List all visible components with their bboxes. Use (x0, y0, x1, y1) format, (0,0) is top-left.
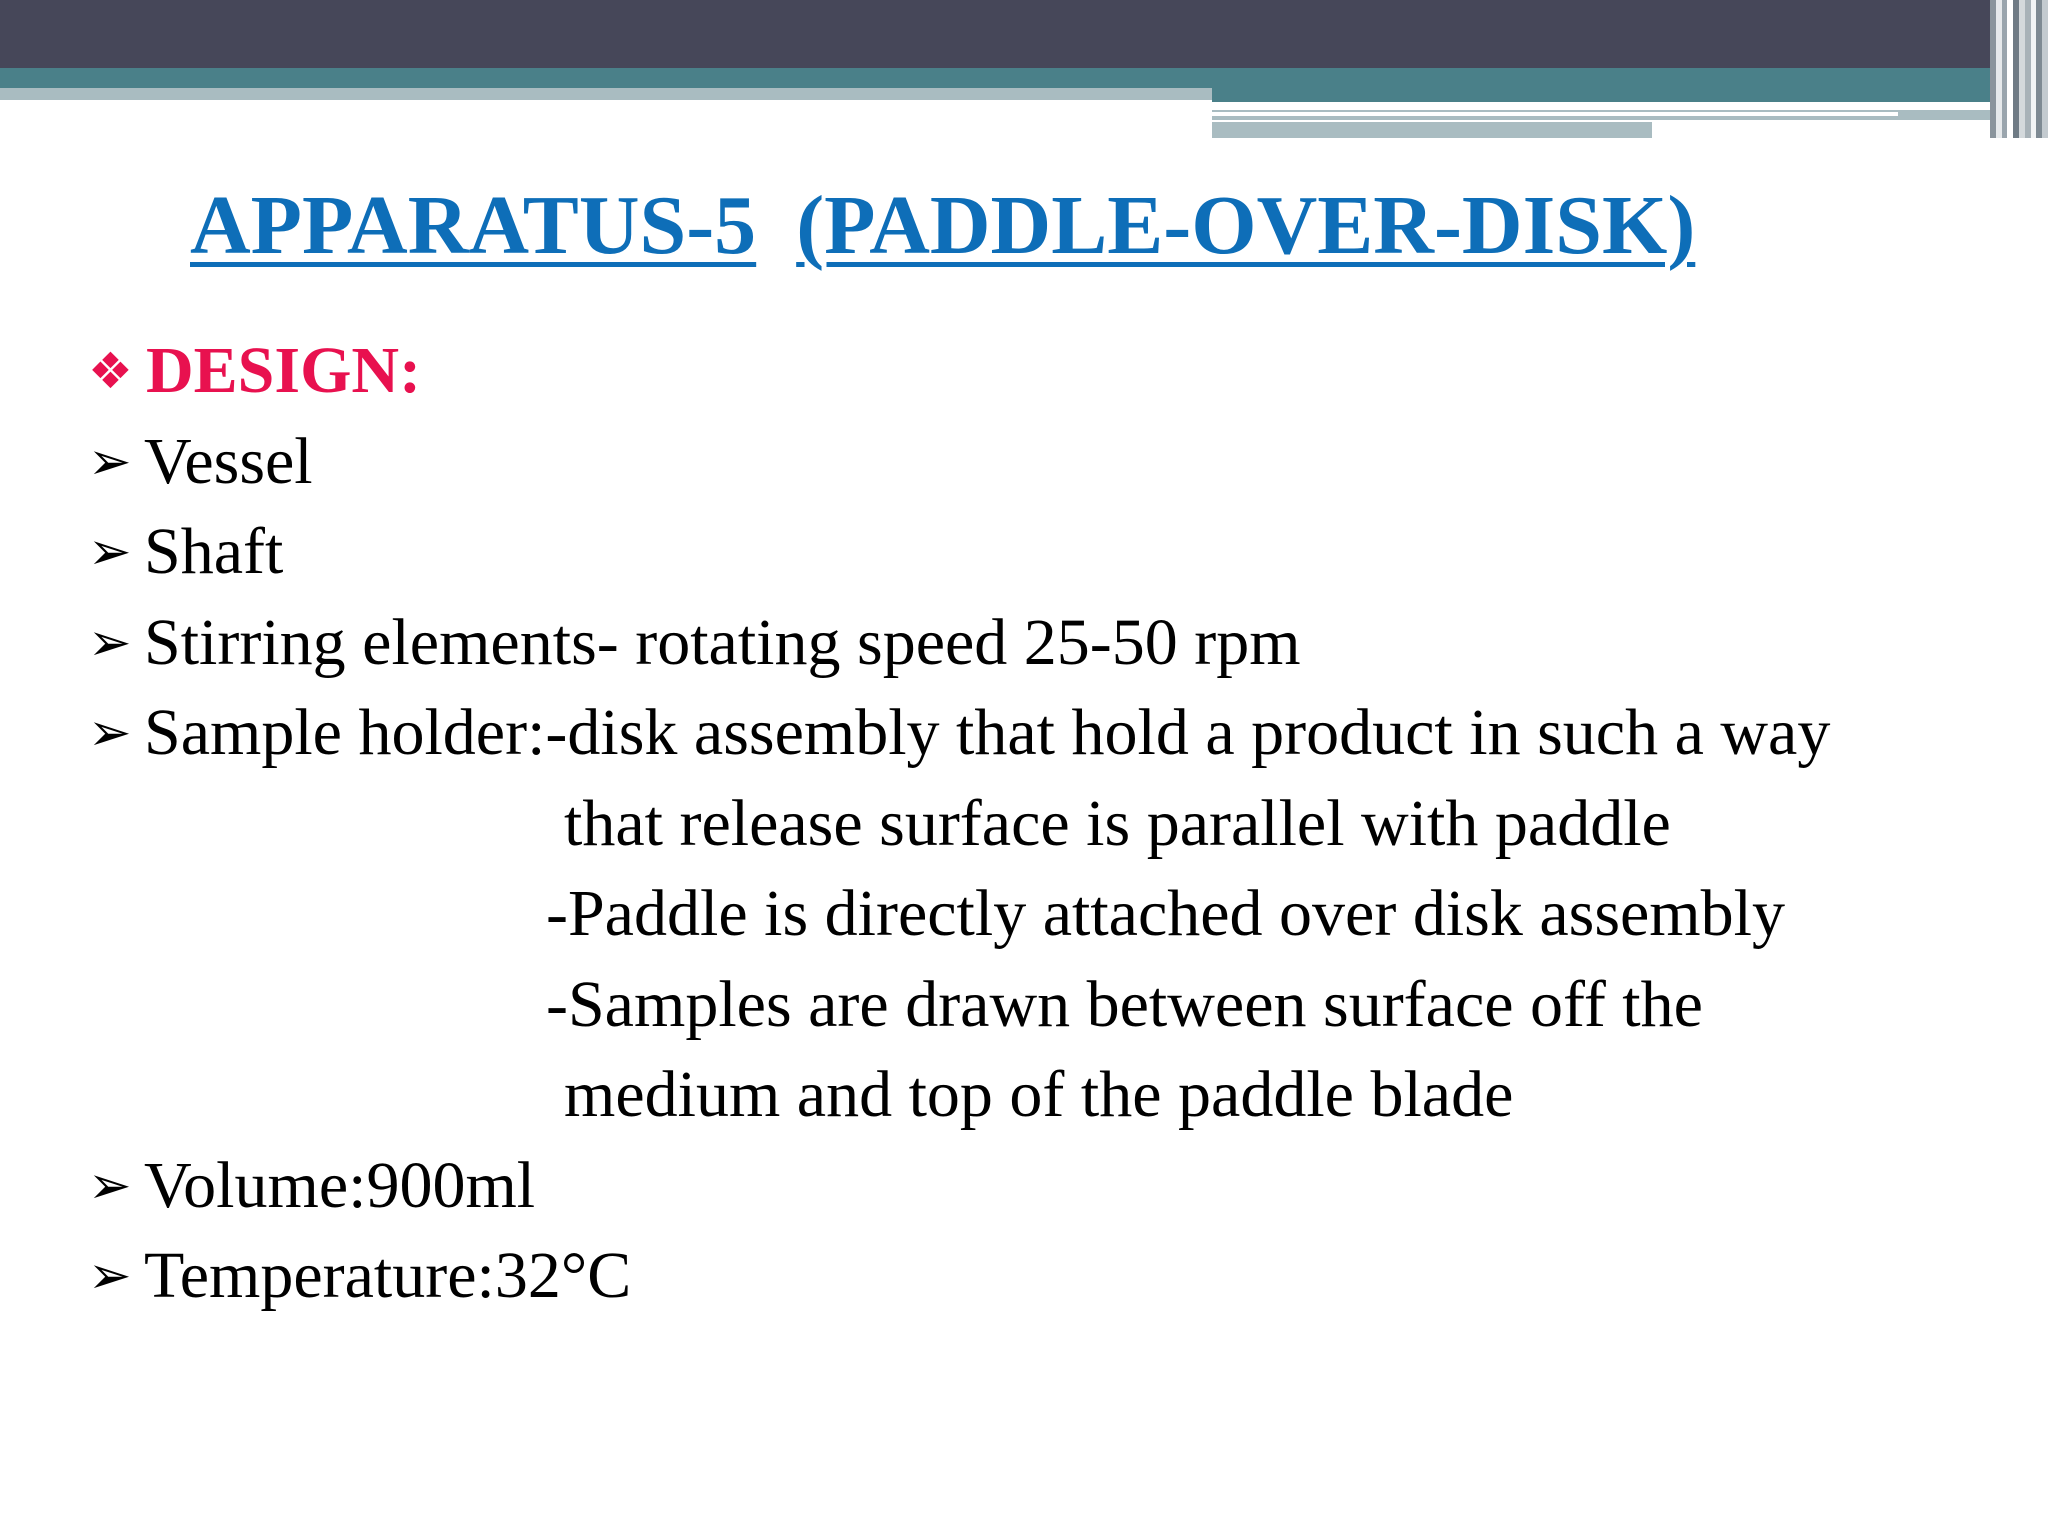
header-band-white-line (1212, 112, 1898, 116)
arrowhead-icon: ➢ (88, 522, 132, 582)
list-item-sample-holder (88, 688, 1988, 779)
slide-title (190, 176, 1695, 276)
header-stripes (1990, 0, 2048, 138)
design-heading (88, 326, 1988, 417)
list-item-temperature (88, 1231, 1988, 1322)
list-item-stirring-elements (88, 598, 1988, 689)
title-part-apparatus: APPARATUS-5 (190, 179, 757, 272)
arrowhead-icon: ➢ (88, 1246, 132, 1306)
sample-holder-continuation-3: -Samples are drawn between surface off the (546, 967, 1703, 1041)
header-band-white-gap (1212, 102, 1990, 110)
header-band-gray-lower (1212, 122, 1652, 138)
list-item-text: Sample holder:-disk assembly that hold a product in such a way (144, 696, 1831, 769)
title-part-paddle-over-disk: (PADDLE-OVER-DISK) (796, 179, 1696, 272)
design-heading-text: DESIGN: (146, 334, 422, 407)
list-item-text: Vessel (144, 424, 313, 498)
diamond-cluster-icon: ❖ (88, 342, 133, 400)
list-item-text: Stirring elements- rotating speed 25-50 rpm (144, 605, 1301, 679)
sample-holder-continuation-4: medium and top of the paddle blade (564, 1058, 1514, 1131)
header-band-teal-right (1212, 88, 1990, 102)
sample-holder-continuation-1: that release surface is parallel with paddle (564, 786, 1671, 860)
arrowhead-icon: ➢ (88, 612, 132, 673)
list-item-shaft (88, 507, 1988, 598)
slide-body (88, 326, 1988, 1322)
header-band-dark (0, 0, 2048, 68)
list-item-text: Temperature:32°C (144, 1239, 632, 1312)
list-item-volume (88, 1141, 1988, 1232)
arrowhead-icon: ➢ (88, 703, 132, 763)
header-band-light (0, 88, 1212, 100)
list-item-text: Shaft (144, 515, 284, 588)
arrowhead-icon: ➢ (88, 1155, 132, 1216)
sample-holder-continuation-2: -Paddle is directly attached over disk assembly (546, 877, 1785, 950)
list-item-text: Volume:900ml (144, 1148, 536, 1222)
arrowhead-icon: ➢ (88, 431, 132, 492)
list-item-vessel (88, 417, 1988, 508)
header-band-teal (0, 68, 1990, 88)
